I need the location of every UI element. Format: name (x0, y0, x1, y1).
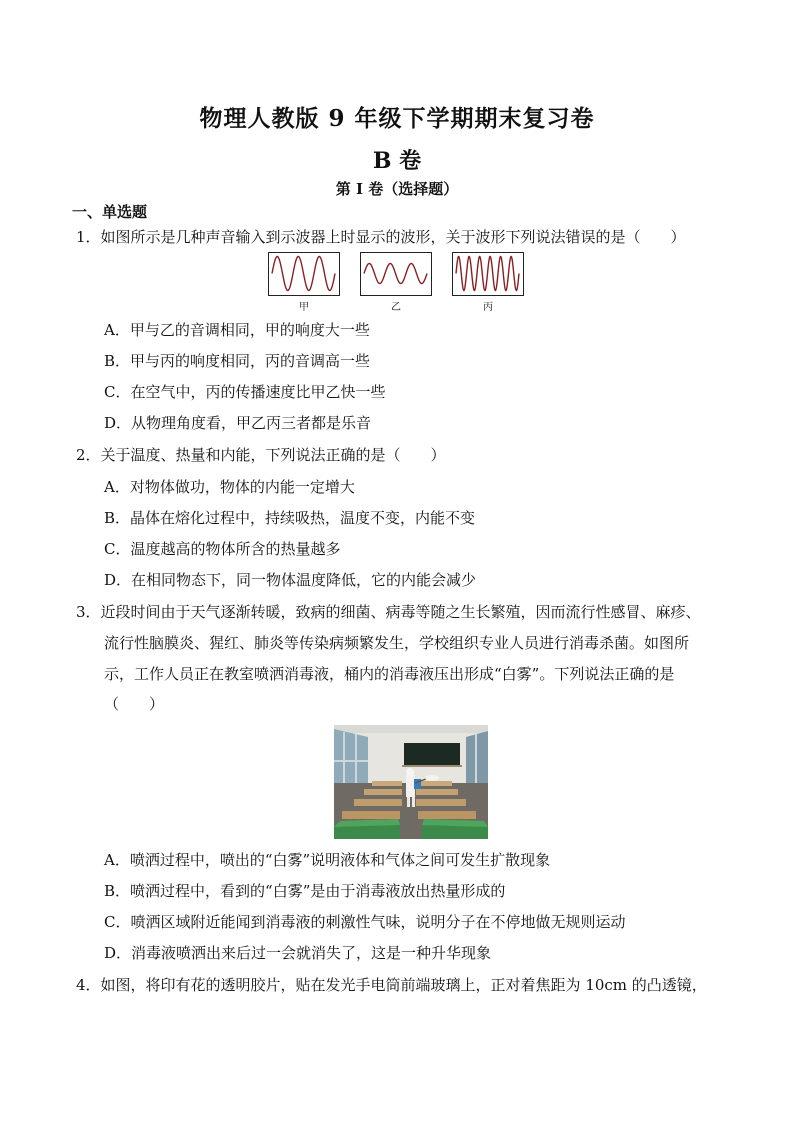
question-3-stem-line-3: 示，工作人员正在教室喷洒消毒液，桶内的消毒液压出形成“白雾”。下列说法正确的是 (104, 665, 675, 683)
waveform-yi-label: 乙 (391, 302, 401, 313)
waveform-bing-label: 丙 (483, 302, 493, 313)
waveform-curve (456, 257, 519, 291)
q1-option-d[interactable]: D．从物理角度看，甲乙丙三者都是乐音 (104, 414, 372, 432)
waveform-bing-graph (453, 253, 522, 294)
q1-option-c[interactable]: C．在空气中，丙的传播速度比甲乙快一些 (104, 383, 386, 401)
q3-option-c[interactable]: C．喷洒区域附近能闻到消毒液的刺激性气味，说明分子在不停地做无规则运动 (104, 913, 626, 931)
waveform-yi (360, 252, 432, 313)
waveform-bing (452, 252, 524, 313)
section-heading: 一、单选题 (72, 203, 148, 221)
classroom-disinfection-photo (334, 725, 488, 839)
question-1-stem: 1．如图所示是几种声音输入到示波器上时显示的波形，关于波形下列说法错误的是（ ） (76, 228, 686, 246)
q3-option-a[interactable]: A．喷洒过程中，喷出的“白雾”说明液体和气体之间可发生扩散现象 (104, 851, 551, 869)
waveform-curve (272, 257, 335, 291)
q1-option-b[interactable]: B．甲与丙的响度相同，丙的音调高一些 (104, 352, 371, 370)
waveform-jia (268, 252, 340, 313)
q2-option-c[interactable]: C．温度越高的物体所含的热量越多 (104, 540, 341, 558)
question-4-stem: 4．如图，将印有花的透明胶片，贴在发光手电筒前端玻璃上，正对着焦距为 10cm 的凸透镜， (76, 976, 707, 994)
paper-version: B 卷 (372, 148, 422, 174)
page-title: 物理人教版 9 年级下学期期末复习卷 (199, 105, 595, 132)
q3-option-d[interactable]: D．消毒液喷洒出来后过一会就消失了，这是一种升华现象 (104, 944, 492, 962)
question-3-stem-line-4: （ ） (104, 695, 165, 713)
waveform-curve (364, 264, 427, 284)
q1-option-a[interactable]: A．甲与乙的音调相同，甲的响度大一些 (104, 321, 370, 339)
waveform-jia-graph (269, 253, 338, 294)
waveform-yi-graph (361, 253, 430, 294)
question-3-stem-line-1: 3．近段时间由于天气逐渐转暖，致病的细菌、病毒等随之生长繁殖，因而流行性感冒、麻疹、 (76, 603, 701, 621)
q2-option-b[interactable]: B．晶体在熔化过程中，持续吸热，温度不变，内能不变 (104, 509, 476, 527)
question-2-stem: 2．关于温度、热量和内能，下列说法正确的是（ ） (76, 446, 446, 464)
waveform-jia-label: 甲 (299, 302, 309, 313)
part-heading: 第 I 卷（选择题） (335, 180, 459, 198)
question-3-stem-line-2: 流行性脑膜炎、猩红、肺炎等传染病频繁发生，学校组织专业人员进行消毒杀菌。如图所 (104, 634, 690, 652)
q2-option-a[interactable]: A．对物体做功，物体的内能一定增大 (104, 478, 355, 496)
q3-option-b[interactable]: B．喷洒过程中，看到的“白雾”是由于消毒液放出热量形成的 (104, 882, 506, 900)
q2-option-d[interactable]: D．在相同物态下，同一物体温度降低，它的内能会减少 (104, 571, 477, 589)
